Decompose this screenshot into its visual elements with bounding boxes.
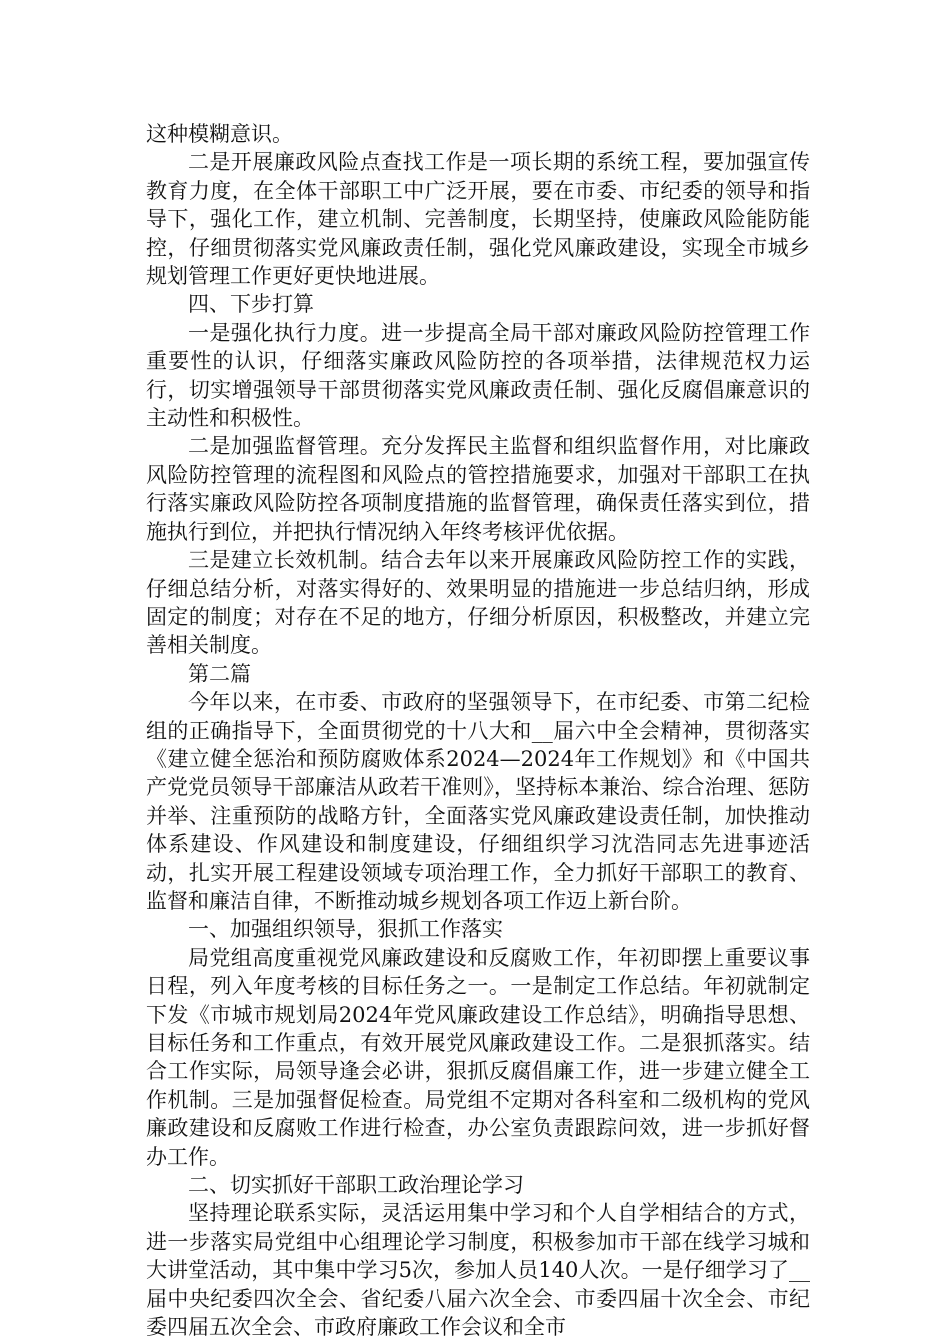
paragraph: 三是建立长效机制。结合去年以来开展廉政风险防控工作的实践，仔细总结分析，对落实得好的、效果明显的措施进一步总结归纳，形成固定的制度；对存在不足的地方，仔细分析原因，积极整改，并建立完善相关制度。 <box>146 548 810 658</box>
paragraph: 一是强化执行力度。进一步提高全局干部对廉政风险防控管理工作重要性的认识，仔细落实廉政风险防控的各项举措，法律规范权力运行，切实增强领导干部贯彻落实党风廉政责任制、强化反腐倡廉意识的主动性和积极性。 <box>146 320 810 431</box>
section-heading: 二、切实抓好干部职工政治理论学习 <box>188 1173 524 1198</box>
document-body <box>146 120 810 1341</box>
paragraph: 二是加强监督管理。充分发挥民主监督和组织监督作用，对比廉政风险防控管理的流程图和风险点的管控措施要求，加强对干部职工在执行落实廉政风险防控各项制度措施的监督管理，确保责任落实到位，措施执行到位，并把执行情况纳入年终考核评优依据。 <box>146 434 810 544</box>
paragraph: 这种模糊意识。 <box>146 122 293 146</box>
section-heading: 一、加强组织领导，狠抓工作落实 <box>188 917 503 942</box>
paragraph: 今年以来，在市委、市政府的坚强领导下，在市纪委、市第二纪检组的正确指导下，全面贯彻党的十八大和__届六中全会精神，贯彻落实《建立健全惩治和预防腐败体系2024—2024年工作规划》和《中国共产党党员领导干部廉洁从政若干准则》，坚持标本兼治、综合治理、惩防并举、注重预防的战略方针，全面落实党风廉政建设责任制，加快推动体系建设、作风建设和制度建设，仔细组织学习沈浩同志先进事迹活动，扎实开展工程建设领域专项治理工作，全力抓好干部职工的教育、监督和廉洁自律，不断推动城乡规划各项工作迈上新台阶。 <box>146 690 810 913</box>
part-heading: 第二篇 <box>188 661 251 686</box>
paragraph: 坚持理论联系实际，灵活运用集中学习和个人自学相结合的方式，进一步落实局党组中心组理论学习制度，积极参加市干部在线学习城和大讲堂活动，其中集中学习5次，参加人员140人次。一是仔细学习了__届中央纪委四次全会、省纪委八届六次全会、市委四届十次全会、市纪委四届五次全会、市政府廉政工作会议和全市 <box>146 1201 810 1340</box>
section-heading: 四、下步打算 <box>188 292 314 317</box>
paragraph: 局党组高度重视党风廉政建设和反腐败工作，年初即摆上重要议事日程，列入年度考核的目标任务之一。一是制定工作总结。年初就制定下发《市城市规划局2024年党风廉政建设工作总结》，明确指导思想、目标任务和工作重点，有效开展党风廉政建设工作。二是狠抓落实。结合工作实际，局领导逢会必讲，狠抓反腐倡廉工作，进一步建立健全工作机制。三是加强督促检查。局党组不定期对各科室和二级机构的党风廉政建设和反腐败工作进行检查，办公室负责跟踪问效，进一步抓好督办工作。 <box>146 945 810 1169</box>
paragraph: 二是开展廉政风险点查找工作是一项长期的系统工程，要加强宣传教育力度，在全体干部职工中广泛开展，要在市委、市纪委的领导和指导下，强化工作，建立机制、完善制度，长期坚持，使廉政风险能防能控，仔细贯彻落实党风廉政责任制，强化党风廉政建设，实现全市城乡规划管理工作更好更快地进展。 <box>146 150 810 289</box>
